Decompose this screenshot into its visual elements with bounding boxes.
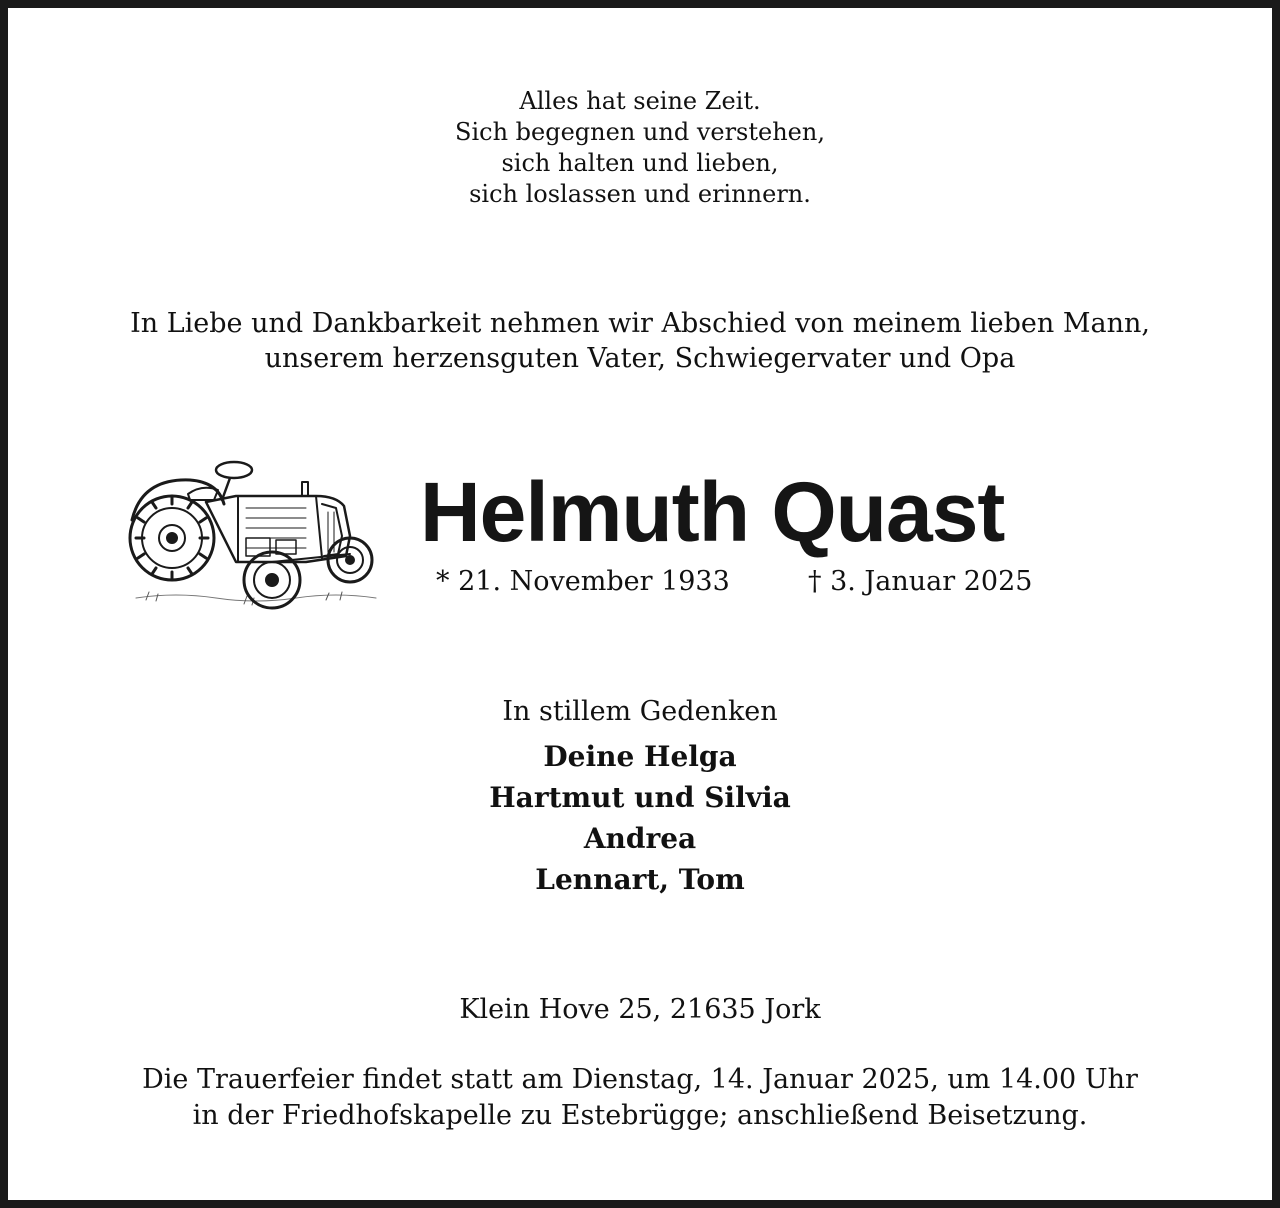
- farewell-text: [8, 306, 1272, 376]
- poem-line: Alles hat seine Zeit.: [519, 87, 761, 115]
- poem-line: sich halten und lieben,: [501, 149, 779, 177]
- service-line: Die Trauerfeier findet statt am Dienstag, 14. Januar 2025, um 14.00 Uhr: [142, 1064, 1138, 1095]
- address: Klein Hove 25, 21635 Jork: [459, 994, 821, 1025]
- deceased-name: Helmuth Quast: [420, 465, 1005, 559]
- poem-line: Sich begegnen und verstehen,: [455, 118, 825, 146]
- mourner-name: Hartmut und Silvia: [489, 781, 791, 814]
- mourner-name: Andrea: [583, 822, 697, 855]
- birth-date: * 21. November 1933: [436, 566, 730, 597]
- service-info: [8, 1062, 1272, 1134]
- death-date: † 3. Januar 2025: [808, 566, 1033, 597]
- tractor-icon: [126, 448, 388, 616]
- mourners-list: [8, 736, 1272, 900]
- service-line: in der Friedhofskapelle zu Estebrügge; anschließend Beisetzung.: [192, 1100, 1088, 1131]
- mourner-name: Deine Helga: [543, 740, 737, 773]
- poem-line: sich loslassen und erinnern.: [469, 180, 811, 208]
- poem: [8, 86, 1272, 210]
- memoriam-heading: In stillem Gedenken: [502, 696, 778, 727]
- farewell-line: unserem herzensguten Vater, Schwiegervater und Opa: [264, 343, 1016, 374]
- mourner-name: Lennart, Tom: [535, 863, 745, 896]
- farewell-line: In Liebe und Dankbarkeit nehmen wir Abschied von meinem lieben Mann,: [130, 308, 1150, 339]
